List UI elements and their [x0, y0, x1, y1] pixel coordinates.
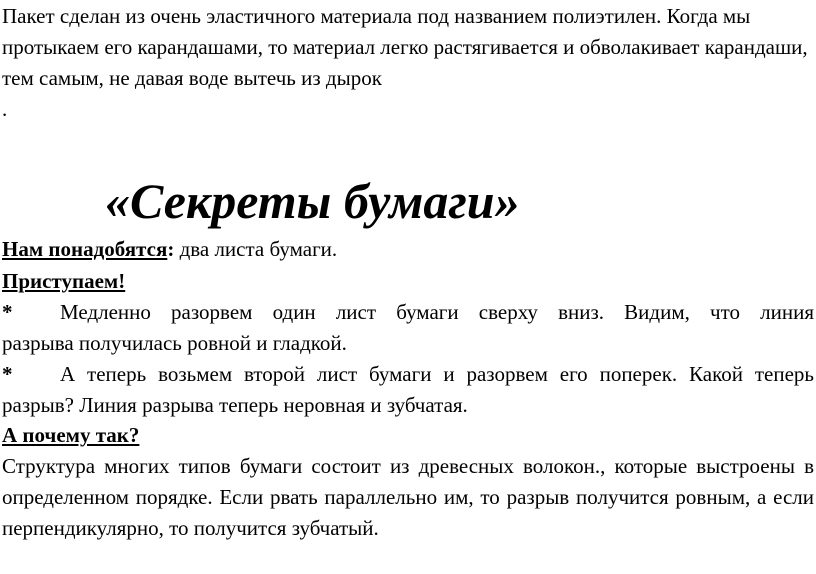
step-item: [0, 359, 816, 421]
step-rest: разрыв? Линия разрыва теперь неровная и зубчатая.: [2, 393, 468, 417]
why-heading: [0, 420, 816, 451]
step-first-line: А теперь возьмем второй лист бумаги и разорвем его поперек. Какой теперь: [60, 362, 814, 386]
start-label: Приступаем!: [2, 269, 126, 293]
explanation-paragraph: Структура многих типов бумаги состоит из древесных волокон., которые выстроены в определенном порядке. Если рвать параллельно им, то разрыв получится ровным, а если перпендикулярно, то получится зубчатый.: [2, 454, 814, 540]
bullet-star: *: [2, 362, 13, 386]
materials-colon: :: [167, 237, 175, 261]
step-rest: разрыва получилась ровной и гладкой.: [2, 331, 347, 355]
materials-line: [0, 234, 816, 265]
why-label: А почему так?: [2, 423, 140, 447]
step-first-line: Медленно разорвем один лист бумаги сверху вниз. Видим, что линия: [60, 300, 814, 324]
materials-label: Нам понадобятся: [2, 237, 168, 261]
experiment-title: «Секреты бумаги»: [105, 173, 520, 229]
materials-text: два листа бумаги.: [174, 237, 338, 261]
intro-paragraph: Пакет сделан из очень эластичного материала под названием полиэтилен. Когда мы протыкаем его карандашами, то материал легко растягивается и обволакивает карандаши, тем самым, не давая воде вытечь из дырок: [2, 4, 808, 90]
bullet-star: *: [2, 300, 13, 324]
start-heading: [0, 266, 816, 297]
stray-dot: .: [2, 97, 8, 121]
step-item: [0, 297, 816, 359]
